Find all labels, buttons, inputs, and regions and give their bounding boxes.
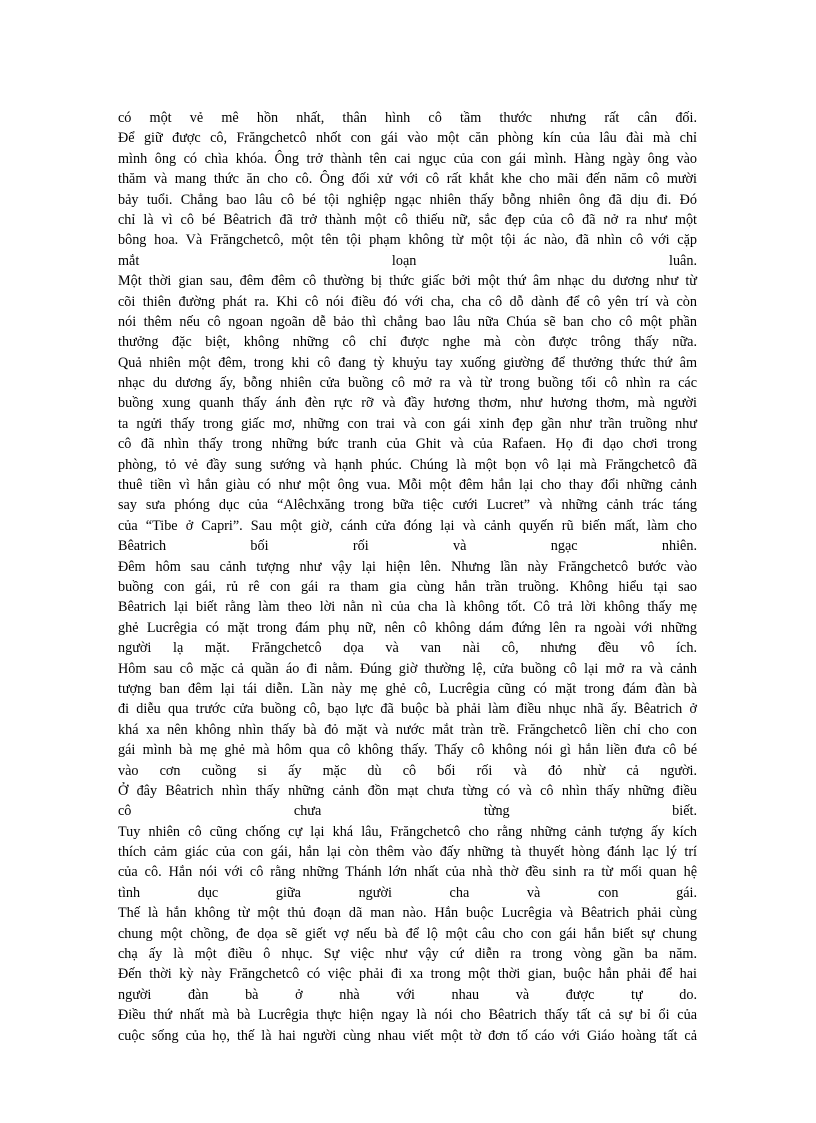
text-line: của cô. Hắn nói với cô rằng những Thánh lớn nhất của nhà thờ đều sinh ra từ mối quan hệ: [118, 864, 697, 881]
text-line: của “Tibe ở Capri”. Sau một giờ, cánh cửa đóng lại và cảnh quyến rũ biến mất, làm cho: [118, 517, 697, 534]
text-line: bảy tuổi. Chẳng bao lâu cô bé tội nghiệp ngạc nhiên thấy bỗng nhiên ông đã dịu đi. Đó: [118, 191, 697, 208]
body-text: [118, 108, 697, 1046]
text-line: chung một chồng, đe dọa sẽ giết vợ nếu bà để lộ một câu cho con gái hắn biết sự chung: [118, 925, 697, 942]
text-line: đi diễu qua trước cửa buồng cô, bạo lực đã buộc bà phải làm điều nhục nhã ấy. Bêatrich ở: [118, 701, 697, 718]
text-line: bông hoa. Và Frăngchetcô, một tên tội phạm không từ một tội ác nào, đã nhìn cô với cặp: [118, 232, 697, 249]
text-line: cõi thiên đường phát ra. Khi cô nói điều đó với cha, cha cô dỗ dành để cô yên trí và còn: [118, 293, 697, 310]
text-line: thăm và mang thức ăn cho cô. Ông đối xử với cô rất khắt khe cho mãi đến năm cô mười: [118, 171, 697, 188]
text-line: cuộc sống của họ, thế là hai người cùng nhau viết một tờ đơn tố cáo với Giáo hoàng tất cả: [118, 1027, 697, 1044]
text-line: Thế là hắn không từ một thủ đoạn dã man nào. Hắn buộc Lucrêgia và Bêatrich phải cùng: [118, 905, 697, 922]
text-line: buồng con gái, rủ rê con gái ra tham gia cùng hắn trần truồng. Không hiểu tại sao: [118, 578, 697, 595]
text-line: vào cơn cuồng si ấy mặc dù cô bối rối và đỏ nhừ cả người.: [118, 762, 697, 779]
text-line: thưởng đặc biệt, không những cô chỉ được nghe mà còn được trông thấy nữa.: [118, 334, 697, 351]
text-line: Điều thứ nhất mà bà Lucrêgia thực hiện ngay là nói cho Bêatrich thấy tất cả sự bỉ ổi của: [118, 1007, 697, 1024]
text-line: cô chưa từng biết.: [118, 803, 697, 820]
text-line: thích cảm giác của con gái, hắn lại còn thêm vào đấy những tà thuyết hòng đánh lạc lý trí: [118, 844, 697, 861]
text-line: cô đã nhìn thấy trong những bức tranh của Ghit và của Rafaen. Họ đi dạo chơi trong: [118, 436, 697, 453]
text-line: gái mình bà mẹ ghẻ mà hôm qua cô không thấy. Thấy cô không nói gì hắn liền đưa cô bé: [118, 742, 697, 759]
text-line: chỉ là vì cô bé Bêatrich đã trở thành một cô thiếu nữ, sắc đẹp của cô đã nở ra như một: [118, 211, 697, 228]
text-line: thuê tiền vì hắn giàu có như một ông vua. Mỗi một đêm hắn lại cho thay đổi những cảnh: [118, 477, 697, 494]
text-line: Đến thời kỳ này Frăngchetcô có việc phải đi xa trong một thời gian, buộc hắn phải để hai: [118, 966, 697, 983]
text-line: mắt loạn luân.: [118, 252, 697, 269]
text-line: tượng ban đêm lại tái diễn. Lần này mẹ ghẻ cô, Lucrêgia cũng có mặt trong đám đàn bà: [118, 680, 697, 697]
text-line: Bêatrich lại biết rằng làm theo lời nằn nì của cha là không tốt. Cô trả lời không thấy mẹ: [118, 599, 697, 616]
text-line: có một vẻ mê hồn nhất, thân hình cô tầm thước nhưng rất cân đối.: [118, 110, 697, 126]
text-line: buồng xung quanh thấy ánh đèn rực rỡ và đầy hương thơm, như hương thơm, mà người: [118, 395, 697, 412]
text-line: chạ ấy là một điều ô nhục. Sự việc như vậy cứ diễn ra trong vòng gần ba năm.: [118, 946, 697, 963]
text-line: Một thời gian sau, đêm đêm cô thường bị thức giấc bởi một thứ âm nhạc du dương như từ: [118, 273, 697, 290]
text-line: Ở đây Bêatrich nhìn thấy những cảnh đồn mạt chưa từng có và cô nhìn thấy những điều: [118, 782, 697, 799]
text-line: Để giữ được cô, Frăngchetcô nhốt con gái vào một căn phòng kín của lâu đài mà chỉ: [118, 130, 697, 147]
text-line: ghẻ Lucrêgia có mặt trong đám phụ nữ, nên cô không dám đứng lên ra ngoài với những: [118, 619, 697, 636]
text-line: Tuy nhiên cô cũng chống cự lại khá lâu, Frăngchetcô cho rằng những cảnh tượng ấy kích: [118, 823, 697, 840]
text-line: Hôm sau cô mặc cả quần áo đi nằm. Đúng giờ thường lệ, cửa buồng cô lại mở ra và cảnh: [118, 660, 697, 677]
text-line: người đàn bà ở nhà với nhau và được tự do.: [118, 986, 697, 1003]
text-line: phòng, tỏ vẻ đầy sung sướng và hạnh phúc. Chúng là một bọn vô lại mà Frăngchetcô đã: [118, 456, 697, 473]
text-line: say sưa phóng dục của “Alêchxăng trong bữa tiệc cưới Lucret” và những cảnh trác táng: [118, 497, 697, 514]
text-line: Bêatrich bối rối và ngạc nhiên.: [118, 538, 697, 555]
text-line: nhạc du dương ấy, bỗng nhiên cửa buồng cô mở ra và từ trong buồng tối cô nhìn ra các: [118, 375, 697, 392]
text-line: ta ngửi thấy trong giấc mơ, những con trai và con gái xinh đẹp gần như trần truồng như: [118, 415, 697, 432]
text-line: Quả nhiên một đêm, trong khi cô đang tỳ khuỷu tay xuống giường để thưởng thức thứ âm: [118, 354, 697, 371]
text-line: Đêm hôm sau cảnh tượng như vậy lại hiện lên. Nhưng lần này Frăngchetcô bước vào: [118, 558, 697, 575]
text-line: tình dục giữa người cha và con gái.: [118, 884, 697, 901]
text-line: mình ông có chìa khóa. Ông trở thành tên cai ngục của con gái mình. Hàng ngày ông vào: [118, 150, 697, 167]
text-line: người lạ mặt. Frăngchetcô dọa và van nài cô, nhưng đều vô ích.: [118, 640, 697, 657]
text-line: nói thêm nếu cô ngoan ngoãn dễ bảo thì chẳng bao lâu nữa Chúa sẽ ban cho cô một phần: [118, 313, 697, 330]
text-line: khá xa nên không nhìn thấy bà đỏ mặt và nước mắt tràn trề. Frăngchetcô liền chỉ cho con: [118, 721, 697, 738]
